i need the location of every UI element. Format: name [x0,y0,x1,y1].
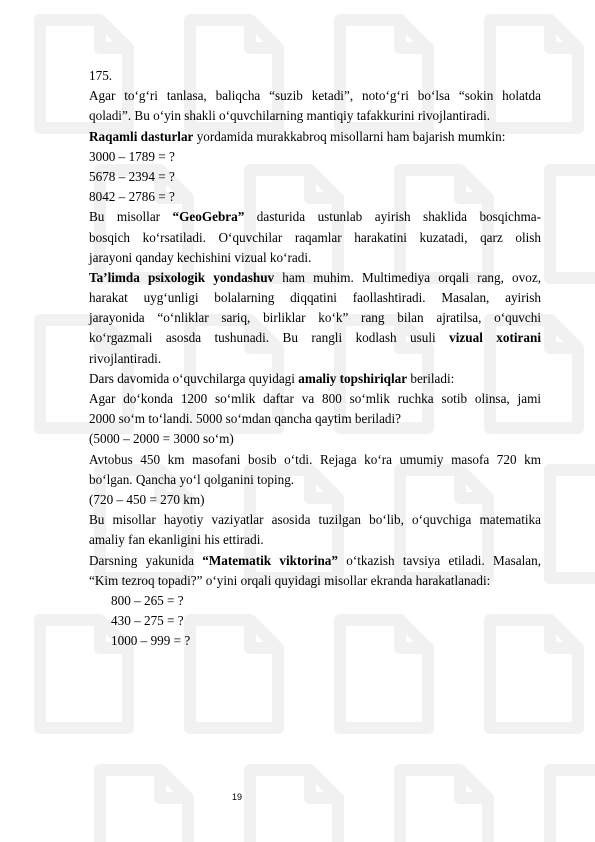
text-run: Avtobus 450 km masofani bosib o‘tdi. Rejaga ko‘ra umumiy masofa 720 km [89,451,541,467]
text-line [89,268,541,288]
text-line [89,611,541,631]
text-run: bosqich ko‘rsatiladi. O‘quvchilar raqamlar harakatini kuzatadi, qarz olish [89,229,541,245]
bold-phrase: amaliy topshiriqlar [298,370,408,386]
text-run: beriladi: [407,370,455,386]
text-line [89,409,541,429]
text-line [89,530,541,550]
text-run: bo‘lgan. Qancha yo‘l qolganini toping. [89,471,295,487]
text-line [89,429,541,449]
text-run: Bu misollar hayotiy vaziyatlar asosida tuzilgan bo‘lib, o‘quvchiga matematika [89,512,541,528]
watermark-doc-shape [400,770,488,842]
text-line [89,66,541,86]
text-run: “Kim tezroq topadi?” o‘yini orqali quyidagi misollar ekranda harakatlanadi: [89,572,491,588]
text-line [89,167,541,187]
text-run: jarayoni qanday kechishini vizual ko‘radi. [89,249,312,265]
text-run: amaliy fan ekanligini his ettiradi. [89,532,264,548]
text-line [89,369,541,389]
text-line [89,510,541,530]
watermark-doc-shape [250,770,338,842]
text-run: jarayonida “o‘nliklar sariq, birliklar ko‘k” rang bilan ajratilsa, o‘quvchi [89,310,541,326]
text-line [89,86,541,106]
text-run: 175. [89,68,113,83]
text-line [89,591,541,611]
text-line [89,288,541,308]
bold-phrase: vizual xotirani [449,330,541,346]
text-run: Dars davomida o‘quvchilarga quyidagi [89,370,299,386]
text-line [89,106,541,126]
text-run: o‘tkazish tavsiya etiladi. Masalan, [337,552,542,568]
text-line [89,248,541,268]
text-run: Darsning yakunida [89,552,203,568]
page-number: 19 [232,792,243,802]
text-line [89,328,541,348]
text-run: harakat uyg‘unligi bolalarning diqqatini faollashtiradi. Masalan, ayirish [89,290,541,306]
text-line [89,631,541,651]
text-run: yordamida murakkabroq misollarni ham bajarish mumkin: [193,128,506,144]
document-body [89,66,541,651]
text-run: 1000 – 999 = ? [111,633,191,649]
text-run: 5678 – 2394 = ? [89,168,175,184]
watermark-doc-shape [550,770,595,842]
text-run: 3000 – 1789 = ? [89,148,175,164]
text-line [89,207,541,227]
text-run: (5000 – 2000 = 3000 so‘m) [89,431,234,447]
text-run: ko‘rgazmali asosda tushunadi. Bu rangli kodlash usuli [89,330,450,346]
bold-phrase: “Matematik viktorina” [202,552,338,568]
text-run: Agar to‘g‘ri tanlasa, baliqcha “suzib ketadi”, noto‘g‘ri bo‘lsa “sokin holatda [89,88,541,104]
text-run: dasturida ustunlab ayirish shaklida bosqichma- [244,209,541,225]
text-line [89,349,541,369]
text-run: 2000 so‘m to‘landi. 5000 so‘mdan qancha qaytim beriladi? [89,411,402,427]
text-line [89,228,541,248]
watermark-doc-shape [100,770,188,842]
text-run: 8042 – 2786 = ? [89,189,175,205]
text-run: (720 – 450 = 270 km) [89,491,205,507]
text-line [89,571,541,591]
text-run: qoladi”. Bu o‘yin shakli o‘quvchilarning mantiqiy tafakkurini rivojlantiradi. [89,108,491,124]
watermark-doc-shape [550,470,595,578]
text-line [89,187,541,207]
text-run: 430 – 275 = ? [111,613,184,629]
text-line [89,308,541,328]
text-line [89,490,541,510]
text-line [89,470,541,490]
text-run: rivojlantiradi. [89,350,162,366]
text-line [89,147,541,167]
watermark-doc-shape [550,170,595,278]
text-line [89,127,541,147]
text-run: Agar do‘konda 1200 so‘mlik daftar va 800 so‘mlik ruchka sotib olinsa, jami [89,391,541,406]
bold-phrase: “GeoGebra” [172,209,245,225]
text-run: ham muhim. Multimediya orqali rang, ovoz, [274,269,541,285]
text-line [89,450,541,470]
text-run: 800 – 265 = ? [111,592,184,608]
bold-phrase: Ta’limda psixologik yondashuv [89,269,275,285]
text-run: Bu misollar [89,209,173,225]
text-line [89,389,541,409]
bold-phrase: Raqamli dasturlar [89,128,194,144]
text-line [89,551,541,571]
